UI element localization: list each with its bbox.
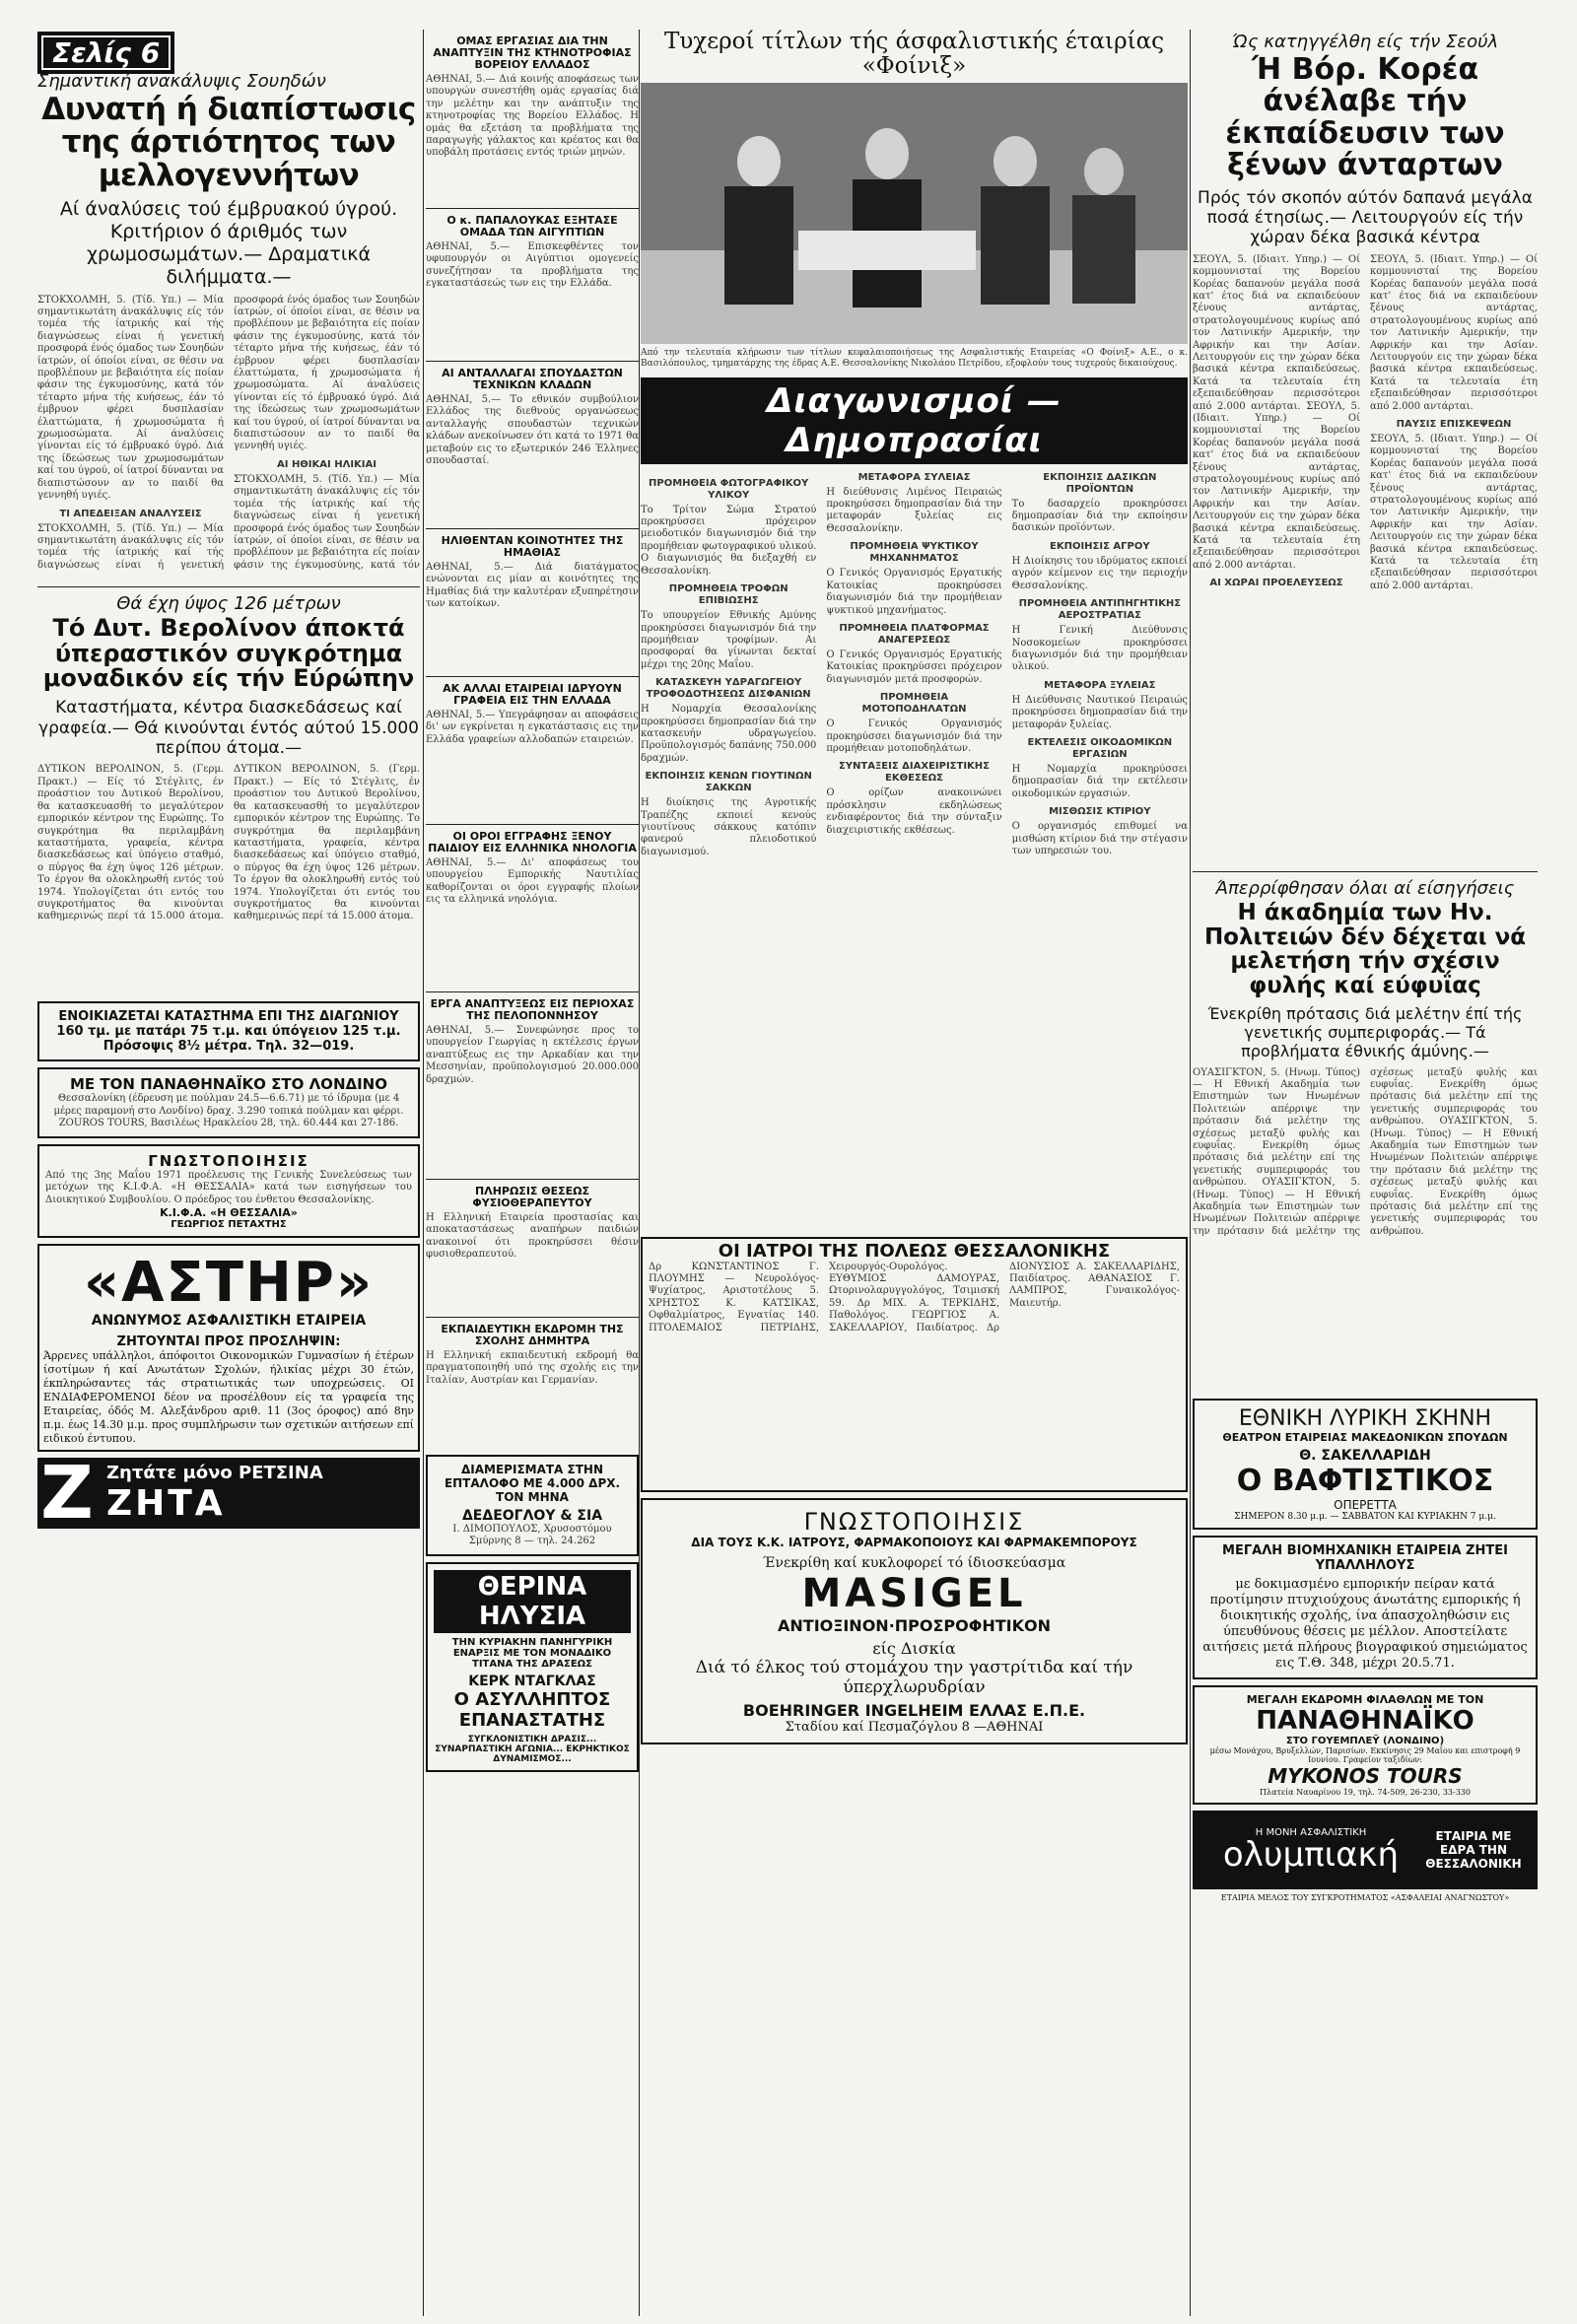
- article-text: ΑΘΗΝΑΙ, 5.— Διά κοινής αποφάσεως των υπουργών συνεστήθη ομάς εργασίας διά την μελέτην και την ανάπτυξιν της κτηνοτροφίας της Βορείου Ελλάδος. Η ομάς θα εξετάση τα προβλήματα της παραγωγής γάλακτος και κρέατος και θα υποβάλη προτάσεις εντός τριών μηνών.: [426, 74, 639, 159]
- article-text: Η Ελληνική εκπαιδευτική εκδρομή θα πραγματοποιηθή υπό της σχολής εις την Ιταλίαν, Αυστρίαν και Γερμανίαν.: [426, 1350, 639, 1386]
- tender-item: ΠΡΟΜΗΘΕΙΑ ΠΛΑΤΦΟΡΜΑΣ ΑΝΑΓΕΡΣΕΩΣ Ο Γενικός Οργανισμός Εργατικής Κατοικίας προκηρύσσει πρόχειρον διαγωνισμόν μετά προσφορών.: [826, 622, 1002, 685]
- column-right: [1193, 30, 1538, 1902]
- ad-cinema: [426, 1562, 639, 1772]
- article-body: [1193, 1067, 1538, 1393]
- deck: Αί άναλύσεις τού έμβρυακού ύγρού. Κριτήριον ό άριθμός των χρωμοσωμάτων.— Δραματικά διλήμματα.—: [59, 198, 398, 288]
- product-use: Διά τό έλκος τού στομάχου την γαστρίτιδα καί τήν ύπερχλωρυδρίαν: [695, 1657, 1133, 1697]
- photo-figures: [641, 83, 1188, 344]
- headline: Τό Δυτ. Βερολίνον άποκτά ύπεραστικόν συγκρότημα μοναδικόν είς τήν Εύρώπην: [42, 613, 415, 693]
- tender-item: ΚΑΤΑΣΚΕΥΗ ΥΔΡΑΓΩΓΕΙΟΥ ΤΡΟΦΟΔΟΤΗΣΕΩΣ ΔΙΣΦΑΝΙΩΝ Η Νομαρχία Θεσσαλονίκης προκηρύσσει δημοπρασίαν διά την κατασκευήν υδραγωγείου. Προϋπολογισμός δαπάνης 750.000 δραχμών.: [641, 677, 817, 764]
- ad-text: Θεσσαλονίκη (έδρευση με πούλμαν 24.5—6.6.71) με τό ίδρυμα (με 4 μέρες παραμονή στο Λονδίνο) δραχ. 3.290 τοπικά πούλμαν και φέρρι. ZOUROS TOURS, Βασιλέως Ηρακλείου 28, τηλ. 60.444 και 27-186.: [53, 1093, 404, 1129]
- headline: ΑΙ ΑΝΤΑΛΛΑΓΑΙ ΣΠΟΥΔΑΣΤΩΝ ΤΕΧΝΙΚΩΝ ΚΛΑΔΩΝ: [442, 367, 623, 391]
- zita-line1: Ζητάτε μόνο ΡΕΤΣΙΝΑ: [106, 1462, 323, 1483]
- article-body: [37, 764, 420, 995]
- cinema-star: ΚΕΡΚ ΝΤΑΓΚΛΑΣ: [468, 1673, 596, 1689]
- theatre-author: Θ. ΣΑΚΕΛΛΑΡΙΔΗ: [1299, 1447, 1431, 1464]
- article-text: ΑΘΗΝΑΙ, 5.— Δι' αποφάσεως του υπουργείου Εμπορικής Ναυτιλίας καθορίζονται οι όροι εγγραφής πλοίων εις τα ελληνικά νηολόγια.: [426, 857, 639, 906]
- tender-item: ΠΡΟΜΗΘΕΙΑ ΤΡΟΦΩΝ ΕΠΙΒΙΩΣΗΣ Το υπουργείον Εθνικής Αμύνης προκηρύσσει διαγωνισμόν διά την προμήθειαν τροφίμων. Αι προσφοραί θα γίνωνται δεκταί μέχρι της 20ης Μαΐου.: [641, 583, 817, 670]
- subhead: ΤΙ ΑΠΕΔΕΙΞΑΝ ΑΝΑΛΥΣΕΙΣ: [59, 508, 202, 519]
- doctors-list: Δρ ΚΩΝΣΤΑΝΤΙΝΟΣ Γ. ΠΛΟΥΜΗΣ — Νευρολόγος-Ψυχίατρος, Αριστοτέλους 5. ΧΡΗΣΤΟΣ Κ. ΚΑΤΣΙΚΑΣ, Οφθαλμίατρος, Εγνατίας 140. ΠΤΟΛΕΜΑΙΟΣ ΠΕΤΡΙΔΗΣ, Χειρουργός-Ουρολόγος. ΕΥΘΥΜΙΟΣ ΔΑΜΟΥΡΑΣ, Ωτορινολαρυγγολόγος, Τσιμισκή 59. Δρ ΜΙΧ. Α. ΤΕΡΚΙΔΗΣ, Παθολόγος. ΓΕΩΡΓΙΟΣ Α. ΣΑΚΕΛΛΑΡΙΟΥ, Παιδίατρος. Δρ ΔΙΟΝΥΣΙΟΣ Α. ΣΑΚΕΛΛΑΡΙΔΗΣ, Παιδίατρος. ΑΘΑΝΑΣΙΟΣ Γ. ΛΑΜΠΡΟΣ, Γυναικολόγος-Μαιευτήρ.: [649, 1261, 1180, 1333]
- tender-item: ΜΙΣΘΩΣΙΣ ΚΤΙΡΙΟΥ Ο οργανισμός επιθυμεί να μισθώση κτίριον διά την στέγασιν των υπηρεσιών του.: [1011, 806, 1188, 856]
- headline: ΟΙ ΟΡΟΙ ΕΓΓΡΑΦΗΣ ΞΕΝΟΥ ΠΑΙΔΙΟΥ ΕΙΣ ΕΛΛΗΝΙΚΑ ΝΗΟΛΟΓΙΑ: [428, 830, 637, 854]
- ad-title: ΜΕ ΤΟΝ ΠΑΝΑΘΗΝΑΪΚΟ ΣΤΟ ΛΟΝΔΙΝΟ: [70, 1075, 387, 1094]
- article-text: ΣΤΟΚΧΟΛΜΗ, 5. (Τίδ. Υπ.) — Μία σημαντικωτάτη άνακάλυψις είς τόν τομέα τής ίατρικής καί τής διαγνώσεως είναι ή γενετική προσφορά ένός όμαδος των Σουηδών ίατρών, οί όποίοι είναι, σε θέσιν να προβλέπουν με βεβαιότητα είς ποίαν φάσιν της έγκυμοσύνης, κατά τόν τέταρτο μήνα τής κυήσεως, έάν τό έμβρυον φέρει δυσπλασίαν έλαττώματα, ή χρωμοσώματα ή χρωμοσώματα. Αί άναλύσεις γίνονται είς τό έμβρυακό ύγρό. Διά της ίδεώσεως των χρωμοσωμάτων καί του ύγρού, οί ίατροί δύνανται να διαπιστώσουν αν το παιδί θα γεννηθή υγιές.: [37, 294, 420, 571]
- ad-masigel: [641, 1498, 1188, 1744]
- article-text: ΑΘΗΝΑΙ, 5.— Συνεφώνησε προς το υπουργείον Γεωργίας η εκτέλεσις έργων αναπτύξεως εις την Αρκαδίαν και την Μεσσηνίαν, προϋπολογισμού 20.000.000 δραχμών.: [426, 1025, 639, 1085]
- kicker: Ώς κατηγγέλθη είς τήν Σεούλ: [1231, 32, 1499, 52]
- tender-item: ΠΡΟΜΗΘΕΙΑ ΦΩΤΟΓΡΑΦΙΚΟΥ ΥΛΙΚΟΥ Το Τρίτον Σώμα Στρατού προκηρύσσει πρόχειρον μειοδοτικόν διαγωνισμόν διά την προμήθειαν φωτογραφικού υλικού. Ο διαγωνισμός θα διεξαχθή εν Θεσσαλονίκη.: [641, 477, 817, 577]
- product-form: είς Δισκία: [872, 1638, 956, 1658]
- kicker: Άπερρίφθησαν όλαι αί είσηγήσεις: [1215, 877, 1515, 899]
- headline: ΠΛΗΡΩΣΙΣ ΘΕΣΕΩΣ ΦΥΣΙΟΘΕΡΑΠΕΥΤΟΥ: [472, 1185, 592, 1209]
- cinema-foot: ΣΥΓΚΛΟΝΙΣΤΙΚΗ ΔΡΑΣΙΣ... ΣΥΝΑΡΠΑΣΤΙΚΗ ΑΓΩΝΙΑ... ΕΚΡΗΚΤΙΚΟΣ ΔΥΝΑΜΙΣΜΟΣ...: [435, 1734, 630, 1764]
- tender-item: ΠΡΟΜΗΘΕΙΑ ΜΟΤΟΠΟΔΗΛΑΤΩΝ Ο Γενικός Οργανισμός προκηρύσσει διαγωνισμόν διά την προμήθειαν μοτοποδηλάτων.: [826, 692, 1002, 754]
- ad-theatre: [1193, 1399, 1538, 1530]
- theatre-sub: ΘΕΑΤΡΟΝ ΕΤΑΙΡΕΙΑΣ ΜΑΚΕΔΟΝΙΚΩΝ ΣΠΟΥΔΩΝ: [1222, 1430, 1508, 1444]
- cinema-sub: ΤΗΝ ΚΥΡΙΑΚΗΝ ΠΑΝΗΓΥΡΙΚΗ ΕΝΑΡΞΙΣ ΜΕ ΤΟΝ ΜΟΝΑΔΙΚΟ ΤΙΤΑΝΑ ΤΗΣ ΔΡΑΣΕΩΣ: [451, 1636, 613, 1670]
- article-text: ΣΕΟΥΛ, 5. (Ιδιαιτ. Υπηρ.) — Οί κομμουνισταί της Βορείου Κορέας δαπανούν μεγάλα ποσά κατ' έτος διά να εκπαιδεύουν ξένους αντάρτας, στρατολογουμένους κυρίως από τον Λατινικήν Αμερικήν, την Αφρικήν και την Ασίαν. Λειτουργούν εις την χώραν δέκα βασικά κέντρα εκπαιδεύσεως. Κατά τα τελευταία έτη εξεπαιδεύθησαν περισσότεροι από 2.000 αντάρται.: [1370, 253, 1538, 412]
- ad-london-trip: [37, 1067, 420, 1137]
- tender-item: ΜΕΤΑΦΟΡΑ ΣΥΛΕΙΑΣ Η διεύθυνσις Λιμένος Πειραιώς προκηρύσσει δημοπρασίαν διά την μεταφοράν ξυλείας εις Θεσσαλονίκην.: [826, 471, 1002, 534]
- company-name: BOEHRINGER INGELHEIM ΕΛΛΑΣ Ε.Π.Ε.: [742, 1700, 1086, 1720]
- deck: Πρός τόν σκοπόν αύτόν δαπανά μεγάλα ποσά έτησίως.— Λειτουργούν είς τήν χώραν δέκα βασικά κέντρα: [1198, 187, 1533, 248]
- column-divider: [423, 30, 424, 2316]
- headline: Τυχεροί τίτλων τής άσφαλιστικής έταιρίας «Φοίνιξ»: [663, 30, 1165, 79]
- product-sub: ΑΝΤΙΟΞΙΝΟΝ·ΠΡΟΣΡΟΦΗΤΙΚΟΝ: [778, 1615, 1051, 1635]
- tenders-list: [641, 472, 1188, 1231]
- oly-foot: ΕΤΑΙΡΙΑ ΜΕΛΟΣ ΤΟΥ ΣΥΓΚΡΟΤΗΜΑΤΟΣ «ΑΣΦΑΛΕΙΑΙ ΑΝΑΓΝΩΣΤΟΥ»: [1220, 1892, 1510, 1902]
- theatre-time: ΣΗΜΕΡΟΝ 8.30 μ.μ. — ΣΑΒΒΑΤΟΝ ΚΑΙ ΚΥΡΙΑΚΗΝ 7 μ.μ.: [1234, 1511, 1496, 1522]
- headline: ΟΜΑΣ ΕΡΓΑΣΙΑΣ ΔΙΑ ΤΗΝ ΑΝΑΠΤΥΞΙΝ ΤΗΣ ΚΤΗΝΟΤΡΟΦΙΑΣ ΒΟΡΕΙΟΥ ΕΛΛΑΔΟΣ: [433, 34, 632, 71]
- news-photo: [641, 83, 1188, 344]
- astir-head: ΖΗΤΟΥΝΤΑΙ ΠΡΟΣ ΠΡΟΣΛΗΨΙΝ:: [116, 1333, 341, 1349]
- section-banner: Διαγωνισμοί — Δημοπρασίαι: [641, 377, 1188, 464]
- oly-right: ΕΤΑΙΡΙΑ ΜΕ ΕΔΡΑ ΤΗΝ ΘΕΣΣΑΛΟΝΙΚΗ: [1425, 1828, 1522, 1871]
- ad-shop-rent: [37, 1001, 420, 1061]
- column-divider: [1190, 30, 1191, 2316]
- column-center-left: [426, 30, 639, 1778]
- ad-sub: ΔΙΑ ΤΟΥΣ Κ.Κ. ΙΑΤΡΟΥΣ, ΦΑΡΜΑΚΟΠΟΙΟΥΣ ΚΑΙ ΦΑΡΜΑΚΕΜΠΟΡΟΥΣ: [691, 1535, 1137, 1549]
- trip-where: ΣΤΟ ΓΟΥΕΜΠΛΕΫ (ΛΟΝΔΙΝΟ): [1285, 1735, 1445, 1746]
- article-body: [37, 295, 420, 581]
- tender-item: ΠΡΟΜΗΘΕΙΑ ΑΝΤΙΠΗΓΗΤΙΚΗΣ ΑΕΡΟΣΤΡΑΤΙΑΣ Η Γενική Διεύθυνσις Νοσοκομείων προκηρύσσει διαγωνισμόν διά την προμήθειαν υλικού.: [1011, 598, 1188, 673]
- trip-address: Πλατεία Ναυαρίνου 19, τηλ. 74-509, 26-230, 33-330: [1260, 1787, 1471, 1797]
- headline: Δυνατή ή διαπίστωσις της άρτιότητος των μελλογεννήτων: [41, 92, 416, 193]
- ad-line: Ένεκρίθη καί κυκλοφορεί τό ίδιοσκεύασμα: [762, 1554, 1066, 1571]
- ad-title: ΓΝΩΣΤΟΠΟΙΗΣΙΣ: [803, 1507, 1025, 1536]
- theatre-play: Ο ΒΑΦΤΙΣΤΙΚΟΣ: [1236, 1463, 1494, 1498]
- astir-sub: ΑΝΩΝΥΜΟΣ ΑΣΦΑΛΙΣΤΙΚΗ ΕΤΑΙΡΕΙΑ: [91, 1312, 367, 1329]
- theatre-type: ΟΠΕΡΕΤΤΑ: [1334, 1497, 1397, 1512]
- tender-item: ΕΚΠΟΙΗΣΙΣ ΔΑΣΙΚΩΝ ΠΡΟΪΟΝΤΩΝ Το δασαρχείο προκηρύσσει δημοπρασίαν διά την εκποίησιν δασικών προϊόντων.: [1011, 471, 1188, 534]
- astir-name: «ΑΣΤΗΡ»: [83, 1250, 375, 1315]
- column-left: [37, 69, 420, 1529]
- article-text: ΟΥΑΣΙΓΚΤΟΝ, 5. (Ηνωμ. Τύπος) — Η Εθνική Ακαδημία των Επιστημών των Ηνωμένων Πολιτειών απέρριψε την πρότασιν διά μελέτην της σχέσεως μεταξύ φυλής και ευφυΐας. Ενεκρίθη όμως πρότασις διά μελέτην επί της γενετικής συμπεριφοράς του ανθρώπου.: [1193, 1066, 1360, 1189]
- trip-text: μέσω Μονάχου, Βρυξελλών, Παρισίων. Εκκίνησις 29 Μαΐου και επιστροφή 9 Ιουνίου. Γραφείον ταξιδίων:: [1209, 1745, 1521, 1764]
- ad-signature: ΔΕΔΕΟΓΛΟΥ & ΣΙΑ: [461, 1508, 603, 1524]
- astir-text: Άρρενες υπάλληλοι, άπόφοιτοι Οικονομικών Γυμνασίων ή έτέρων ίσοτίμων ή καί Ανωτάτων Σχολών, ήλικίας μέχρι 30 έτών, έκπληρώσαντες τάς στρατιωτικάς των υποχρεώσεις. ΟΙ ΕΝΔΙΑΦΕΡΟΜΕΝΟΙ δέον να προσέλθουν είς τα γραφεία της Εταιρείας, όδός Μ. Αλεξάνδρου αριθ. 11 (3ος όροφος) από 8ην π.μ. έως 14.30 μ.μ. προς συμπλήρωσιν των σχετικών αιτήσεων επί ειδικού έντυπου.: [43, 1348, 414, 1445]
- trip-title: ΜΕΓΑΛΗ ΕΚΔΡΟΜΗ ΦΙΛΑΘΛΩΝ ΜΕ ΤΟΝ: [1246, 1692, 1484, 1706]
- cinema-film: Ο ΑΣΥΛΛΗΠΤΟΣ ΕΠΑΝΑΣΤΑΤΗΣ: [453, 1688, 611, 1731]
- ad-trip: [1193, 1685, 1538, 1805]
- column-divider: [639, 30, 640, 2316]
- page-label: Σελίς 6: [37, 32, 174, 74]
- article-text: ΑΘΗΝΑΙ, 5.— Επισκεφθέντες τον υφυπουργόν οι Αιγύπτιοι ομογενείς συνεζήτησαν τα προβλήματα της εγκαταστάσεώς των εις την Ελλάδα.: [426, 241, 639, 290]
- ad-zita: [37, 1450, 420, 1529]
- ad-text: 160 τμ. με πατάρι 75 τ.μ. και ύπόγειον 125 τ.μ. Πρόσοψις 8½ μέτρα. Τηλ. 32—019.: [56, 1024, 401, 1055]
- ad-text: Ι. ΔΙΜΟΠΟΥΛΟΣ, Χρυσοστόμου Σμύρνης 8 — τηλ. 24.262: [452, 1524, 612, 1547]
- deck: Καταστήματα, κέντρα διασκεδάσεως καί γραφεία.— Θά κινούνται έντός αύτού 15.000 περίπου άτομα.—: [38, 698, 419, 759]
- article-text: ΣΕΟΥΛ, 5. (Ιδιαιτ. Υπηρ.) — Οί κομμουνισταί της Βορείου Κορέας δαπανούν μεγάλα ποσά κατ' έτος διά να εκπαιδεύουν ξένους αντάρτας, στρατολογουμένους κυρίως από τον Λατινικήν Αμερικήν, την Αφρικήν και την Ασίαν. Λειτουργούν εις την χώραν δέκα βασικά κέντρα εκπαιδεύσεως. Κατά τα τελευταία έτη εξεπαιδεύθησαν περισσότεροι από 2.000 αντάρται.: [1193, 400, 1361, 571]
- tender-item: ΕΚΠΟΙΗΣΙΣ ΑΓΡΟΥ Η Διοίκησις του ιδρύματος εκποιεί αγρόν κείμενον εις την περιοχήν Θεσσαλονίκης.: [1011, 540, 1188, 591]
- oly-name: ολυμπιακή: [1222, 1835, 1400, 1876]
- kicker: Θά έχη ύψος 126 μέτρων: [116, 592, 341, 614]
- tender-item: ΠΡΟΜΗΘΕΙΑ ΨΥΚΤΙΚΟΥ ΜΗΧΑΝΗΜΑΤΟΣ Ο Γενικός Οργανισμός Εργατικής Κατοικίας προκηρύσσει διαγωνισμόν διά την προμήθειαν ψυκτικού μηχανήματος.: [826, 541, 1002, 616]
- headline: ΗΛΙΘΕΝΤΑΝ ΚΟΙΝΟΤΗΤΕΣ ΤΗΣ ΗΜΑΘΙΑΣ: [441, 534, 624, 559]
- article-text: ΑΘΗΝΑΙ, 5.— Υπεγράφησαν αι αποφάσεις δι' ων εγκρίνεται η εγκατάστασις εις την Ελλάδα γραφείων αλλοδαπών εταιρειών.: [426, 710, 639, 745]
- headline: Ή Βόρ. Κορέα άνέλαβε τήν έκπαίδευσιν των ξένων άνταρτων: [1225, 52, 1505, 183]
- ad-jobs: [1193, 1536, 1538, 1679]
- kicker: Σημαντική ανακάλυψις Σουηδών: [37, 71, 326, 92]
- zita-letter: Z: [37, 1458, 97, 1529]
- doctors-directory: [641, 1237, 1188, 1492]
- job-title: ΜΕΓΑΛΗ ΒΙΟΜΗΧΑΝΙΚΗ ΕΤΑΙΡΕΙΑ ΖΗΤΕΙ ΥΠΑΛΛΗΛΟΥΣ: [1222, 1542, 1508, 1573]
- ad-olympiaki: [1193, 1811, 1538, 1889]
- article-text: ΣΤΟΚΧΟΛΜΗ, 5. (Τίδ. Υπ.) — Μία σημαντικωτάτη άνακάλυψις είς τόν τομέα τής ίατρικής καί τής διαγνώσεως είναι ή γενετική προσφορά ένός όμαδος των Σουηδών ίατρών, οί όποίοι είναι, σε θέσιν να προβλέπουν με βεβαιότητα είς ποίαν φάσιν της έγκυμοσύνης, κατά τόν: [234, 473, 420, 571]
- ad-company: Κ.Ι.Φ.Α. «Η ΘΕΣΣΑΛΙΑ»: [160, 1205, 298, 1219]
- article-text: ΑΘΗΝΑΙ, 5.— Το εθνικόν συμβούλιον Ελλάδος της διεθνούς οργανώσεως ανταλλαγής σπουδαστών τεχνικών κλάδων ανεκοίνωσεν ότι κατά το 1971 θα μεταβούν εις το εξωτερικόν 246 Έλληνες σπουδασταί.: [426, 394, 639, 467]
- tender-item: ΣΥΝΤΑΞΕΙΣ ΔΙΑΧΕΙΡΙΣΤΙΚΗΣ ΕΚΘΕΣΕΩΣ Ο ορίζων ανακοινώνει πρόσκλησιν εκδηλώσεως ενδιαφέροντος διά την σύνταξιν διαχειριστικής εκθέσεως.: [826, 761, 1002, 836]
- ad-apartments: [426, 1455, 639, 1556]
- article-text: Η Ελληνική Εταιρεία προστασίας και αποκαταστάσεως αναπήρων παιδιών ανακοινοί ότι προκηρύσσει θέσιν φυσιοθεραπευτού.: [426, 1212, 639, 1261]
- article-text: ΣΕΟΥΛ, 5. (Ιδιαιτ. Υπηρ.) — Οί κομμουνισταί της Βορείου Κορέας δαπανούν μεγάλα ποσά κατ' έτος διά να εκπαιδεύουν ξένους αντάρτας, στρατολογουμένους κυρίως από τον Λατινικήν Αμερικήν, την Αφρικήν και την Ασίαν. Λειτουργούν εις την χώραν δέκα βασικά κέντρα εκπαιδεύσεως. Κατά τα τελευταία έτη εξεπαιδεύθησαν περισσότεροι από 2.000 αντάρται.: [1370, 434, 1538, 591]
- tender-item: ΕΚΤΕΛΕΣΙΣ ΟΙΚΟΔΟΜΙΚΩΝ ΕΡΓΑΣΙΩΝ Η Νομαρχία προκηρύσσει δημοπρασίαν διά την εκτέλεσιν οικοδομικών εργασιών.: [1011, 736, 1188, 799]
- article-body: [1193, 254, 1538, 865]
- headline: ΕΡΓΑ ΑΝΑΠΤΥΞΕΩΣ ΕΙΣ ΠΕΡΙΟΧΑΣ ΤΗΣ ΠΕΛΟΠΟΝΝΗΣΟΥ: [430, 997, 635, 1022]
- zita-line2: ΖΗΤΑ: [106, 1482, 226, 1524]
- article-text: ΟΥΑΣΙΓΚΤΟΝ, 5. (Ηνωμ. Τύπος) — Η Εθνική Ακαδημία των Επιστημών των Ηνωμένων Πολιτειών απέρριψε την πρότασιν διά μελέτην της σχέσεως μεταξύ φυλής και ευφυΐας. Ενεκρίθη όμως πρότασις διά μελέτην επί της γενετικής συμπεριφοράς του ανθρώπου.: [1370, 1116, 1538, 1237]
- ad-title: ΕΝΟΙΚΙΑΖΕΤΑΙ ΚΑΤΑΣΤΗΜΑ ΕΠΙ ΤΗΣ ΔΙΑΓΩΝΙΟΥ: [58, 1009, 399, 1025]
- company-address: Σταδίου καί Πεσμαζόγλου 8 —ΑΘΗΝΑΙ: [785, 1719, 1044, 1735]
- ad-text: Από της 3ης Μαΐου 1971 προέλευσις της Γενικής Συνελεύσεως των μετόχων της Κ.Ι.Φ.Α. «Η ΘΕΣΣΑΛΙΑ» κατά των εισηγήσεων του Διοικητικού Συμβουλίου. Ο πρόεδρος του ένθετου Θεσσαλονίκης.: [45, 1169, 412, 1205]
- theatre-title: ΕΘΝΙΚΗ ΛΥΡΙΚΗ ΣΚΗΝΗ: [1238, 1405, 1492, 1431]
- column-center: [641, 30, 1188, 1750]
- ad-astir: [37, 1244, 420, 1452]
- oly-left: [1202, 1827, 1419, 1876]
- ad-title: ΔΙΑΜΕΡΙΣΜΑΤΑ ΣΤΗΝ ΕΠΤΑΛΟΦΟ ΜΕ 4.000 ΔΡΧ. ΤΟΝ ΜΗΝΑ: [444, 1463, 621, 1504]
- subhead: ΑΙ ΧΩΡΑΙ ΠΡΟΕΛΕΥΣΕΩΣ: [1209, 578, 1343, 589]
- tender-item: ΜΕΤΑΦΟΡΑ ΞΥΛΕΙΑΣ Η Διεύθυνσις Ναυτικού Πειραιώς προκηρύσσει δημοπρασίαν διά την μεταφοράν ξυλείας.: [1011, 679, 1188, 730]
- trip-team: ΠΑΝΑΘΗΝΑΪΚΟ: [1256, 1705, 1474, 1736]
- oly-top: Η ΜΟΝΗ ΑΣΦΑΛΙΣΤΙΚΗ: [1255, 1827, 1367, 1839]
- article-text: ΔΥΤΙΚΟΝ ΒΕΡΟΛΙΝΟΝ, 5. (Γερμ. Πρακτ.) — Είς τό Στέγλιτς, έν προάστιον του Δυτικού Βερολίνου, θα κατασκευασθή το μεγαλύτερον εμπορικόν κέντρον της Ευρώπης. Το συγκρότημα θα περιλαμβάνη καταστήματα, γραφεία, κέντρα διασκεδάσεως καί ύπόγειο σταθμό, ο πύργος θα έχη ύψος 126 μέτρων. Το έργον θα ολοκληρωθή εντός τού 1974. Υπολογίζεται ότι εντός του συγκροτήματος θα κινούνται καθημερινώς περί τά 15.000 άτομα.: [37, 764, 224, 923]
- doctors-title: ΟΙ ΙΑΤΡΟΙ ΤΗΣ ΠΟΛΕΩΣ ΘΕΣΣΑΛΟΝΙΚΗΣ: [718, 1240, 1111, 1262]
- headline: Η άκαδημία των Ην. Πολιτειών δέν δέχεται νά μελετήση τήν σχέσιν φυλής καί εύφυΐας: [1203, 899, 1527, 999]
- product-name: MASIGEL: [801, 1570, 1027, 1616]
- article-text: ΣΤΟΚΧΟΛΜΗ, 5. (Τίδ. Υπ.) — Μία σημαντικωτάτη άνακάλυψις είς τόν τομέα τής ίατρικής καί τής διαγνώσεως είναι ή γενετική προσφορά ένός όμαδος των Σουηδών ίατρών, οί όποίοι είναι, σε θέσιν να προβλέπουν με βεβαιότητα είς ποίαν φάσιν της έγκυμοσύνης, κατά τόν τέταρτο μήνα τής κυήσεως, έάν τό έμβρυον φέρει δυσπλασίαν έλαττώματα, ή χρωμοσώματα ή χρωμοσώματα. Αί άναλύσεις γίνονται είς τό έμβρυακό ύγρό. Διά της ίδεώσεως των χρωμοσωμάτων καί του ύγρού, οί ίατροί δύνανται να διαπιστώσουν αν το παιδί θα γεννηθή υγιές.: [37, 294, 224, 502]
- photo-caption: Από την τελευταία κλήρωσιν των τίτλων κεφαλαιοποιήσεως της Ασφαλιστικής Εταιρείας «Ο Φοίνιξ» Α.Ε., ο κ. Βασιλόπουλος, τμηματάρχης της έδρας Α.Ε. Θεσσαλονίκης Νικολάου Πετρίδου, εξοφλούν τους τυχερούς δικαιούχους.: [641, 347, 1188, 369]
- article-text: ΣΕΟΥΛ, 5. (Ιδιαιτ. Υπηρ.) — Οί κομμουνισταί της Βορείου Κορέας δαπανούν μεγάλα ποσά κατ' έτος διά να εκπαιδεύουν ξένους αντάρτας, στρατολογουμένους κυρίως από τον Λατινικήν Αμερικήν, την Αφρικήν και την Ασίαν. Λειτουργούν εις την χώραν δέκα βασικά κέντρα εκπαιδεύσεως. Κατά τα τελευταία έτη εξεπαιδεύθησαν περισσότεροι από 2.000 αντάρται.: [1193, 253, 1360, 412]
- headline: ΕΚΠΑΙΔΕΥΤΙΚΗ ΕΚΔΡΟΜΗ ΤΗΣ ΣΧΟΛΗΣ ΔΗΜΗΤΡΑ: [441, 1323, 624, 1347]
- article-text: ΔΥΤΙΚΟΝ ΒΕΡΟΛΙΝΟΝ, 5. (Γερμ. Πρακτ.) — Είς τό Στέγλιτς, έν προάστιον του Δυτικού Βερολίνου, θα κατασκευασθή το μεγαλύτερον εμπορικόν κέντρον της Ευρώπης. Το συγκρότημα θα περιλαμβάνη καταστήματα, γραφεία, κέντρα διασκεδάσεως καί ύπόγειο σταθμό, ο πύργος θα έχη ύψος 126 μέτρων. Το έργον θα ολοκληρωθή εντός τού 1974. Υπολογίζεται ότι εντός του συγκροτήματος θα κινούνται καθημερινώς περί τά 15.000 άτομα.: [234, 764, 420, 923]
- article-text: ΟΥΑΣΙΓΚΤΟΝ, 5. (Ηνωμ. Τύπος) — Η Εθνική Ακαδημία των Επιστημών των Ηνωμένων Πολιτειών απέρριψε την πρότασιν διά μελέτην της σχέσεως μεταξύ φυλής και ευφυΐας. Ενεκρίθη όμως πρότασις διά μελέτην επί της γενετικής συμπεριφοράς του ανθρώπου.: [1193, 1066, 1538, 1237]
- ad-signature: ΓΕΩΡΓΙΟΣ ΠΕΤΑΧΤΗΣ: [171, 1218, 287, 1230]
- job-text: με δοκιμασμένο εμπορικήν πείραν κατά προτίμησιν πτυχιούχους άνωτάτης εμπορικής ή διοικητικής σχολής, ίνα άπασχοληθώσιν εις ύπευθύνους θέσεις με μέλλον. Αποστείλατε αιτήσεις μετά πλήρους βιογραφικού σημειώματος εις Τ.Θ. 348, μέχρι 20.5.71.: [1202, 1576, 1528, 1671]
- trip-agency: MYKONOS TOURS: [1268, 1763, 1463, 1788]
- ad-announcement: [37, 1144, 420, 1238]
- cinema-title: ΘΕΡΙΝΑ ΗΛΥΣΙΑ: [434, 1570, 631, 1633]
- article-text: ΑΘΗΝΑΙ, 5.— Διά διατάγματος ενώνονται εις μίαν αι κοινότητες της Ημαθίας διά την καλυτέραν εξυπηρέτησιν των κατοίκων.: [426, 562, 639, 610]
- tender-item: ΕΚΠΟΙΗΣΙΣ ΚΕΝΩΝ ΓΙΟΥΤΙΝΩΝ ΣΑΚΚΩΝ Η διοίκησις της Αγροτικής Τραπέζης εκποιεί κενούς γιουτίνους σάκκους κατόπιν φανερού πλειοδοτικού διαγωνισμού.: [641, 771, 817, 857]
- deck: Ένεκρίθη πρότασις διά μελέτην έπί τής γενετικής συμπεριφοράς.— Τά προβλήματα έθνικής άμύνης.—: [1207, 1004, 1523, 1061]
- subhead: ΑΙ ΗΘΙΚΑΙ ΗΛΙΚΙΑΙ: [277, 458, 377, 470]
- subhead: ΠΑΥΣΙΣ ΕΠΙΣΚΕΨΕΩΝ: [1396, 419, 1512, 431]
- zita-text: [97, 1458, 420, 1529]
- headline: Ο κ. ΠΑΠΑΛΟΥΚΑΣ ΕΞΗΤΑΣΕ ΟΜΑΔΑ ΤΩΝ ΑΙΓΥΠΤΙΩΝ: [446, 214, 618, 239]
- ad-title: ΓΝΩΣΤΟΠΟΙΗΣΙΣ: [148, 1151, 309, 1170]
- headline: ΑΚ ΑΛΛΑΙ ΕΤΑΙΡΕΙΑΙ ΙΔΡΥΟΥΝ ΓΡΑΦΕΙΑ ΕΙΣ ΤΗΝ ΕΛΛΑΔΑ: [443, 682, 622, 707]
